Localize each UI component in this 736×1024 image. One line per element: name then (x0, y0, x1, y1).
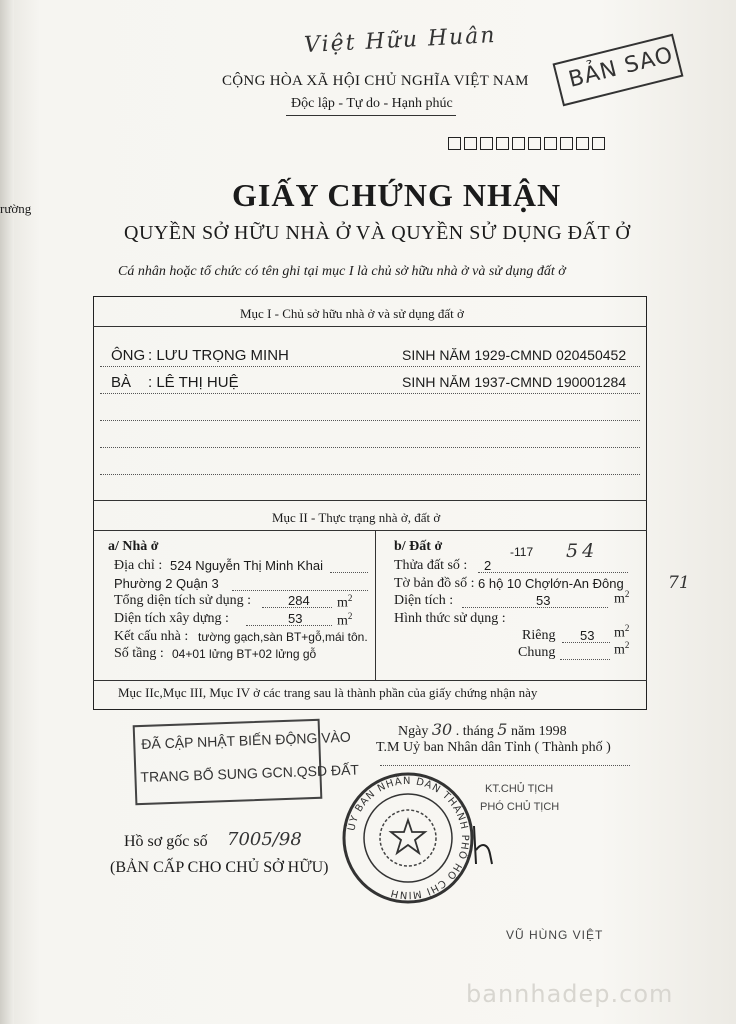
address-line2: Phường 2 Quận 3 (114, 576, 219, 591)
private-value: 53 (580, 628, 595, 643)
land-heading: b/ Đất ở (394, 539, 443, 554)
scan-edge (0, 0, 14, 1024)
owner2-name: : LÊ THỊ HUỆ (148, 374, 239, 391)
dotted-line (380, 765, 630, 766)
owner2-info: SINH NĂM 1937-CMND 190001284 (402, 374, 627, 390)
dotted-line (478, 572, 628, 573)
date-month: 5 (497, 720, 508, 739)
unit-m: m (614, 625, 625, 641)
section1-divider (93, 326, 647, 327)
unit-m: m (337, 595, 348, 611)
total-area-label: Tổng diện tích sử dụng : (114, 593, 252, 608)
unit-m: m (614, 642, 625, 658)
record-label: Hồ sơ gốc số (124, 833, 208, 850)
left-margin-text: rường (0, 201, 32, 216)
dotted-line (100, 420, 640, 421)
dotted-line (100, 366, 640, 367)
date-year-label: năm (510, 724, 536, 739)
motto: Độc lập - Tự do - Hạnh phúc (291, 96, 453, 111)
date-month-label: tháng (462, 724, 494, 739)
house-heading: a/ Nhà ở (108, 539, 159, 554)
dotted-line (100, 474, 640, 475)
address-label: Địa chỉ : (114, 558, 163, 573)
lot-label: Thửa đất số : (394, 558, 468, 573)
shared-label: Chung (518, 645, 556, 660)
dotted-line (232, 590, 368, 591)
usage-label: Hình thức sử dụng : (394, 611, 506, 626)
footer-note: Mục IIc,Mục III, Mục IV ở các trang sau là thành phần của giấy chứng nhận này (118, 685, 538, 700)
built-area-label: Diện tích xây dựng : (114, 611, 229, 626)
document-title: GIẤY CHỨNG NHẬN (232, 177, 562, 213)
signer-name: VŨ HÙNG VIỆT (506, 928, 604, 942)
issue-date: Ngày 30 . tháng 5 năm 1998 (398, 720, 567, 739)
dotted-line (560, 659, 610, 660)
copy-stamp-text: BẢN SAO (566, 42, 676, 93)
section2-bottom-divider (93, 680, 647, 681)
signature (468, 820, 508, 870)
private-label: Riêng (522, 628, 556, 643)
floors-value: 04+01 lửng BT+02 lửng gỗ (172, 647, 317, 661)
owner2-title: BÀ (111, 374, 132, 391)
section2-divider (93, 530, 647, 531)
watermark: bannhadep.com (466, 980, 674, 1008)
built-area-unit: $m^2$ (337, 611, 353, 629)
section2-column-divider (375, 530, 376, 680)
dotted-line (330, 572, 368, 573)
handwritten-note: Việt Hữu Huân (303, 22, 498, 59)
structure-value: tường gạch,sàn BT+gỗ,mái tôn. (198, 630, 368, 644)
issued-to: (BẢN CẤP CHO CHỦ SỞ HỮU) (110, 859, 329, 876)
serial-number-boxes (448, 137, 608, 155)
owner1-title: ÔNG (111, 347, 146, 364)
signer-role1: KT.CHỦ TỊCH (485, 783, 554, 795)
land-area-label: Diện tích : (394, 593, 454, 608)
section1-heading: Mục I - Chủ sở hữu nhà ở và sử dụng đất ở (240, 306, 464, 321)
record-value: 7005/98 (227, 829, 302, 850)
land-area-value: 53 (536, 593, 551, 608)
date-prefix: Ngày (398, 724, 429, 739)
update-stamp (133, 719, 360, 805)
motto-underline (286, 115, 456, 116)
land-area-unit: $m^2$ (614, 589, 630, 607)
total-area-unit: $m^2$ (337, 593, 353, 611)
shared-unit: $m^2$ (614, 640, 630, 658)
section2-heading: Mục II - Thực trạng nhà ở, đất ở (272, 510, 441, 525)
authority-line: T.M Uỷ ban Nhân dân Tỉnh ( Thành phố ) (376, 740, 611, 755)
map-value: 6 hộ 10 Chợlớn-An Đông (478, 576, 624, 591)
private-unit: $m^2$ (614, 623, 630, 641)
unit-m: m (337, 613, 348, 629)
section2-top-divider (93, 500, 647, 501)
update-stamp-line2: TRANG BỔ SUNG GCN.QSD ĐẤT (140, 761, 360, 786)
dotted-line (100, 447, 640, 448)
map-handwritten: 71 (668, 573, 690, 593)
structure-label: Kết cấu nhà : (114, 629, 189, 644)
update-stamp-line1: ĐÃ CẬP NHẬT BIẾN ĐỘNG VÀO (141, 728, 352, 752)
address-value: 524 Nguyễn Thị Minh Khai (170, 558, 323, 573)
total-area-value: 284 (288, 593, 310, 608)
republic-heading: CỘNG HÒA XÃ HỘI CHỦ NGHĨA VIỆT NAM (222, 73, 529, 89)
date-year: 1998 (538, 724, 567, 739)
owner1-name: : LƯU TRỌNG MINH (148, 347, 289, 364)
lot-value: 2 (484, 558, 492, 573)
floors-label: Số tầng : (114, 646, 164, 661)
intro-text: Cá nhân hoặc tổ chức có tên ghi tại mục I là chủ sở hữu nhà ở và sử dụng đất ở (118, 264, 566, 279)
seal-text: ỦY BAN NHÂN DÂN THÀNH PHỐ HỒ CHÍ MINH (346, 775, 471, 901)
owner1-info: SINH NĂM 1929-CMND 020450452 (402, 347, 627, 363)
document-subtitle: QUYỀN SỞ HỮU NHÀ Ở VÀ QUYỀN SỬ DỤNG ĐẤT Ở (124, 222, 631, 244)
unit-m: m (614, 591, 625, 607)
dotted-line (100, 393, 640, 394)
lot-extra: -117 (510, 545, 534, 559)
official-seal (338, 768, 478, 908)
date-day: 30 (431, 720, 453, 739)
map-label: Tờ bản đồ số : (394, 576, 475, 591)
built-area-value: 53 (288, 611, 303, 626)
dotted-line (462, 607, 608, 608)
signer-role2: PHÓ CHỦ TỊCH (480, 801, 560, 813)
lot-handwritten: 54 (566, 540, 599, 562)
